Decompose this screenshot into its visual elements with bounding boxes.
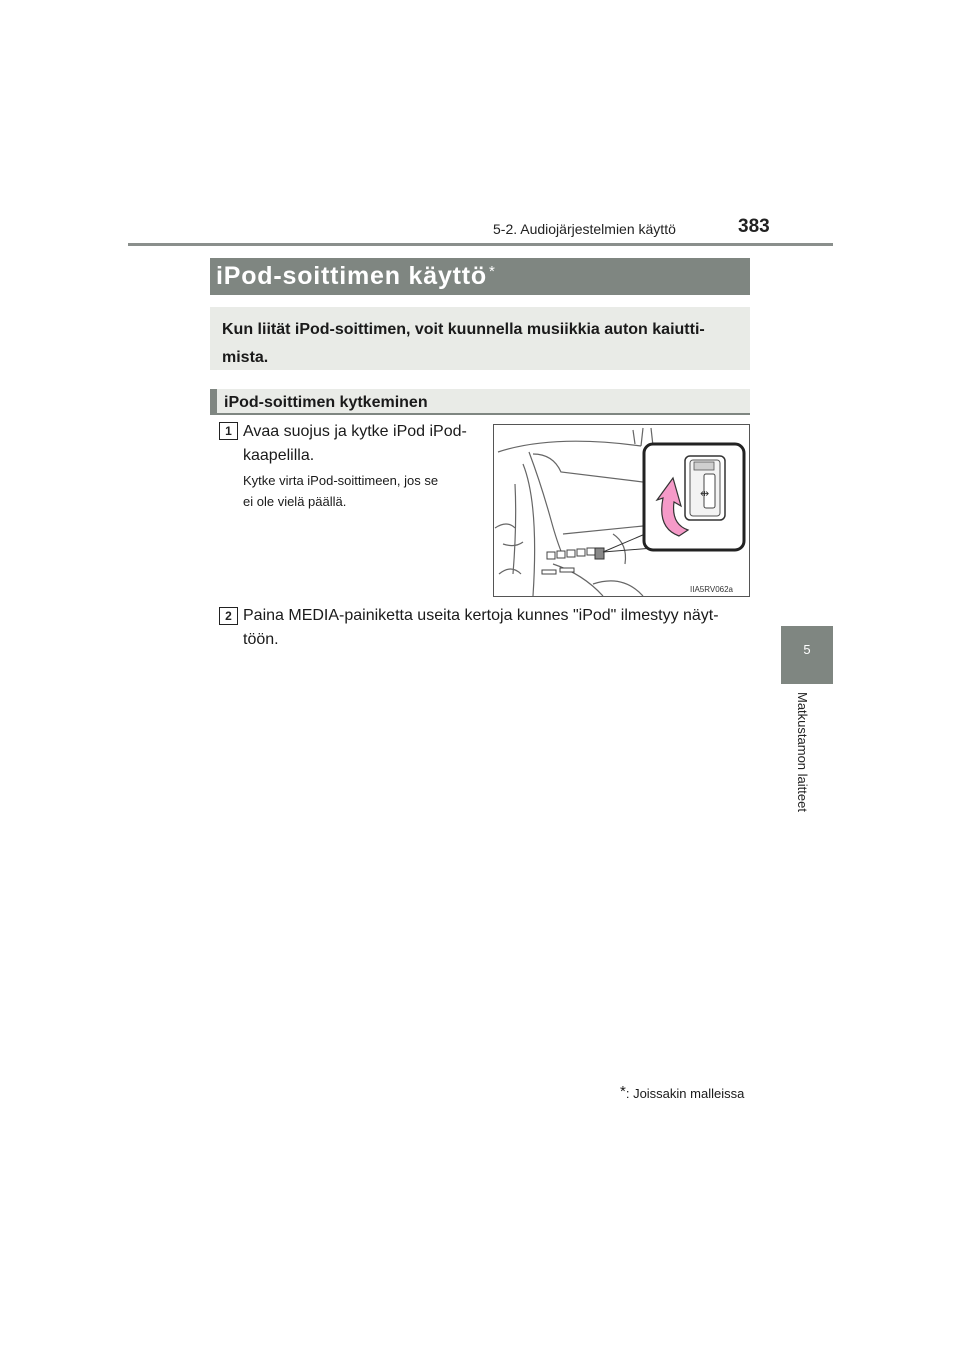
intro-line-1: Kun liität iPod-soittimen, voit kuunnella musiikkia auton kaiutti-	[222, 321, 705, 338]
step-1-note-line-1: Kytke virta iPod-soittimeen, jos se	[243, 473, 439, 488]
header-rule	[128, 243, 833, 246]
step-1-text	[243, 420, 483, 468]
step-2-text	[243, 604, 753, 652]
step-2-number: 2	[219, 607, 238, 625]
usb-port-illustration	[493, 424, 750, 597]
step-1-number: 1	[219, 422, 238, 440]
step-2-line-1: Paina MEDIA-painiketta useita kertoja kunnes "iPod" ilmestyy näyt-	[243, 607, 719, 624]
intro-line-2: mista.	[222, 349, 269, 366]
footnote	[620, 1085, 744, 1102]
step-1-line-2: kaapelilla.	[243, 447, 315, 464]
subheading-accent	[210, 389, 217, 415]
subheading-underline	[210, 413, 750, 415]
usb-symbol-icon: ⇹	[700, 488, 710, 500]
step-1-note-line-2: ei ole vielä päällä.	[243, 494, 347, 509]
footnote-text: : Joissakin malleissa	[625, 1086, 745, 1101]
step-1-note	[243, 470, 480, 512]
figure-code: IIA5RV062a	[690, 585, 733, 594]
page-title	[216, 262, 496, 291]
page-title-text: iPod-soittimen käyttö	[216, 262, 487, 290]
step-2-line-2: töön.	[243, 631, 279, 648]
subheading: iPod-soittimen kytkeminen	[224, 394, 428, 411]
footnote-asterisk: *	[620, 1083, 626, 1100]
intro-text	[222, 316, 742, 372]
step-1-line-1: Avaa suojus ja kytke iPod iPod-	[243, 423, 467, 440]
page-number: 383	[738, 216, 770, 237]
chapter-number: 5	[803, 642, 811, 657]
chapter-title: Matkustamon laitteet	[795, 692, 810, 812]
title-asterisk: *	[489, 263, 496, 280]
header-section-title: 5-2. Audiojärjestelmien käyttö	[493, 221, 676, 237]
